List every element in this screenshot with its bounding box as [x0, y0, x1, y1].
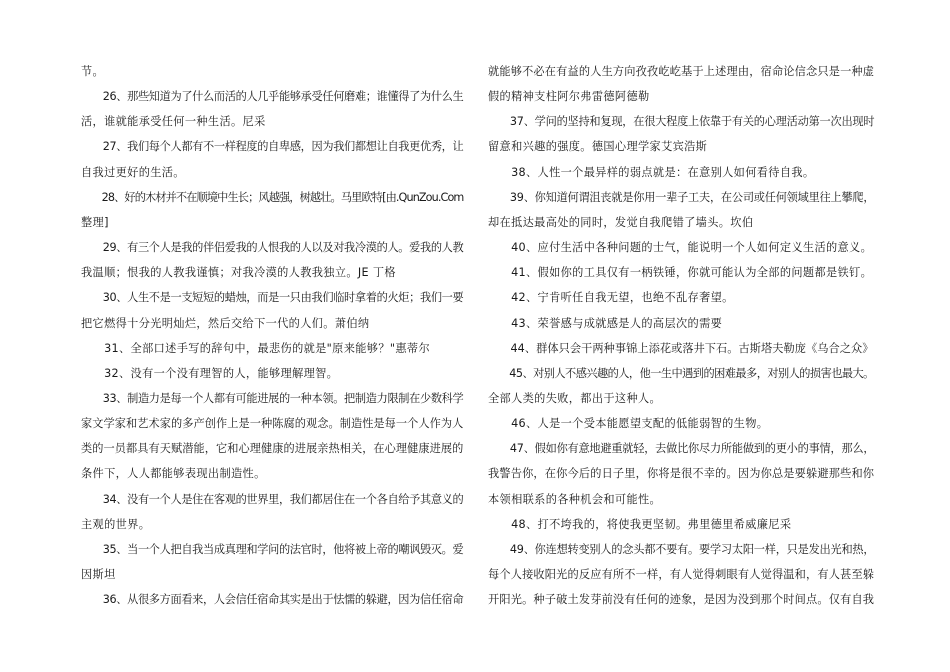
text-line: 45、对别人不感兴趣的人，他一生中遇到的困难最多，对别人的损害也最大。 — [488, 366, 874, 380]
text-line: 开阳光。种子破土发芽前没有任何的迹象，是因为没到那个时间点。仅有自我 — [488, 593, 875, 607]
text-line: 就能够不必在有益的人生方向孜孜屹屹基于上述理由，宿命论信念只是一种虚 — [488, 65, 875, 78]
text-line: 类的一员都具有天赋潜能，它和心理健康的进展亲热相关，在心理健康进展的 — [81, 442, 464, 456]
text-line: 48、打不垮我的，将使我更坚韧。弗里德里希威廉尼采 — [488, 517, 792, 531]
text-line: 本领相联系的各种机会和可能性。 — [488, 492, 662, 506]
text-line: 33、制造力是每一个人都有可能进展的一种本领。把制造力限制在少数科学 — [81, 391, 464, 405]
text-line: 36、从很多方面看来，人会信任宿命其实是出于怯懦的躲避，因为信任宿命 — [81, 593, 464, 607]
text-line: 49、你连想转变别人的念头都不要有。要学习太阳一样，只是发出光和热， — [488, 542, 875, 556]
text-line: 46、人是一个受本能愿望支配的低能弱智的生物。 — [488, 417, 769, 431]
text-line: 47、假如你有意地避重就轻，去做比你尽力所能做到的更小的事情，那么， — [488, 442, 875, 456]
text-line: 35、当一个人把自我当成真理和学问的法官时，他将被上帝的嘲讽毁灭。爱 — [81, 542, 464, 556]
text-line: 39、你知道何谓沮丧就是你用一辈子工夫，在公司或任何领域里往上攀爬， — [488, 190, 875, 204]
text-line: 自我过更好的生活。 — [81, 165, 185, 179]
text-line: 30、人生不是一支短短的蜡烛，而是一只由我们临时拿着的火炬；我们一要 — [81, 291, 464, 305]
text-line: 却在抵达最高处的同时，发觉自我爬错了墙头。坎伯 — [488, 215, 754, 229]
text-line: 节。 — [81, 65, 105, 78]
text-line: 27、我们每个人都有不一样程度的自卑感，因为我们都想让自我更优秀，让 — [81, 140, 464, 154]
text-line: 我警告你，在你今后的日子里，你将是很不幸的。因为你总是要躲避那些和你 — [488, 467, 875, 481]
text-line: 42、宁肯听任自我无望，也绝不乱存奢望。 — [488, 291, 734, 305]
text-line: 44、群体只会干两种事锦上添花或落井下石。古斯塔夫勒庞《乌合之众》 — [488, 341, 874, 355]
text-line: 29、有三个人是我的伴侣爱我的人恨我的人以及对我冷漠的人。爱我的人教 — [81, 241, 464, 255]
text-line: 每个人接收阳光的反应有所不一样，有人觉得刺眼有人觉得温和，有人甚至躲 — [488, 568, 875, 581]
text-line: 31、全部口述手写的辞句中，最悲伤的就是"原来能够？"惠蒂尔 — [81, 341, 430, 355]
text-line: 我温顺；恨我的人教我谨慎；对我冷漠的人教我独立。JE 丁格 — [81, 266, 396, 280]
text-line: 假的精神支柱阿尔弗雷德阿德勒 — [488, 90, 650, 104]
text-line: 41、假如你的工具仅有一柄铁锤，你就可能认为全部的问题都是铁钉。 — [488, 266, 873, 280]
text-line: 因斯坦 — [81, 568, 116, 581]
text-line: 34、没有一个人是住在客观的世界里，我们都居住在一个各自给予其意义的 — [81, 492, 464, 506]
text-line: 把它燃得十分光明灿烂，然后交给下一代的人们。萧伯纳 — [81, 316, 370, 330]
text-line: 28、好的木材并不在顺境中生长；风越强，树越壮。马里欧特[由.QunZou.Com — [81, 190, 464, 204]
text-line: 家文学家和艺术家的多产创作上是一种陈腐的观念。制造性是每一个人作为人 — [81, 417, 464, 431]
text-line: 全部人类的失败，都出于这种人。 — [488, 391, 662, 405]
text-line: 留意和兴趣的强度。德国心理学家艾宾浩斯 — [488, 140, 708, 154]
text-line: 主观的世界。 — [81, 517, 151, 531]
text-line: 40、应付生活中各种问题的士气，能说明一个人如何定义生活的意义。 — [488, 241, 873, 255]
text-line: 32、没有一个没有理智的人，能够理解理智。 — [81, 366, 339, 380]
text-line: 38、人性一个最异样的弱点就是：在意别人如何看待自我。 — [488, 165, 815, 179]
text-line: 活，谁就能承受任何一种生活。尼采 — [81, 115, 266, 129]
text-line: 43、荣誉感与成就感是人的高层次的需要 — [488, 316, 723, 330]
text-line: 整理] — [81, 215, 109, 229]
text-line: 37、学问的坚持和复现，在很大程度上依靠于有关的心理活动第一次出现时 — [488, 115, 875, 129]
text-line: 26、那些知道为了什么而活的人几乎能够承受任何磨难；谁懂得了为什么生 — [81, 90, 464, 104]
text-line: 条件下，人人都能够表现出制造性。 — [81, 467, 266, 481]
